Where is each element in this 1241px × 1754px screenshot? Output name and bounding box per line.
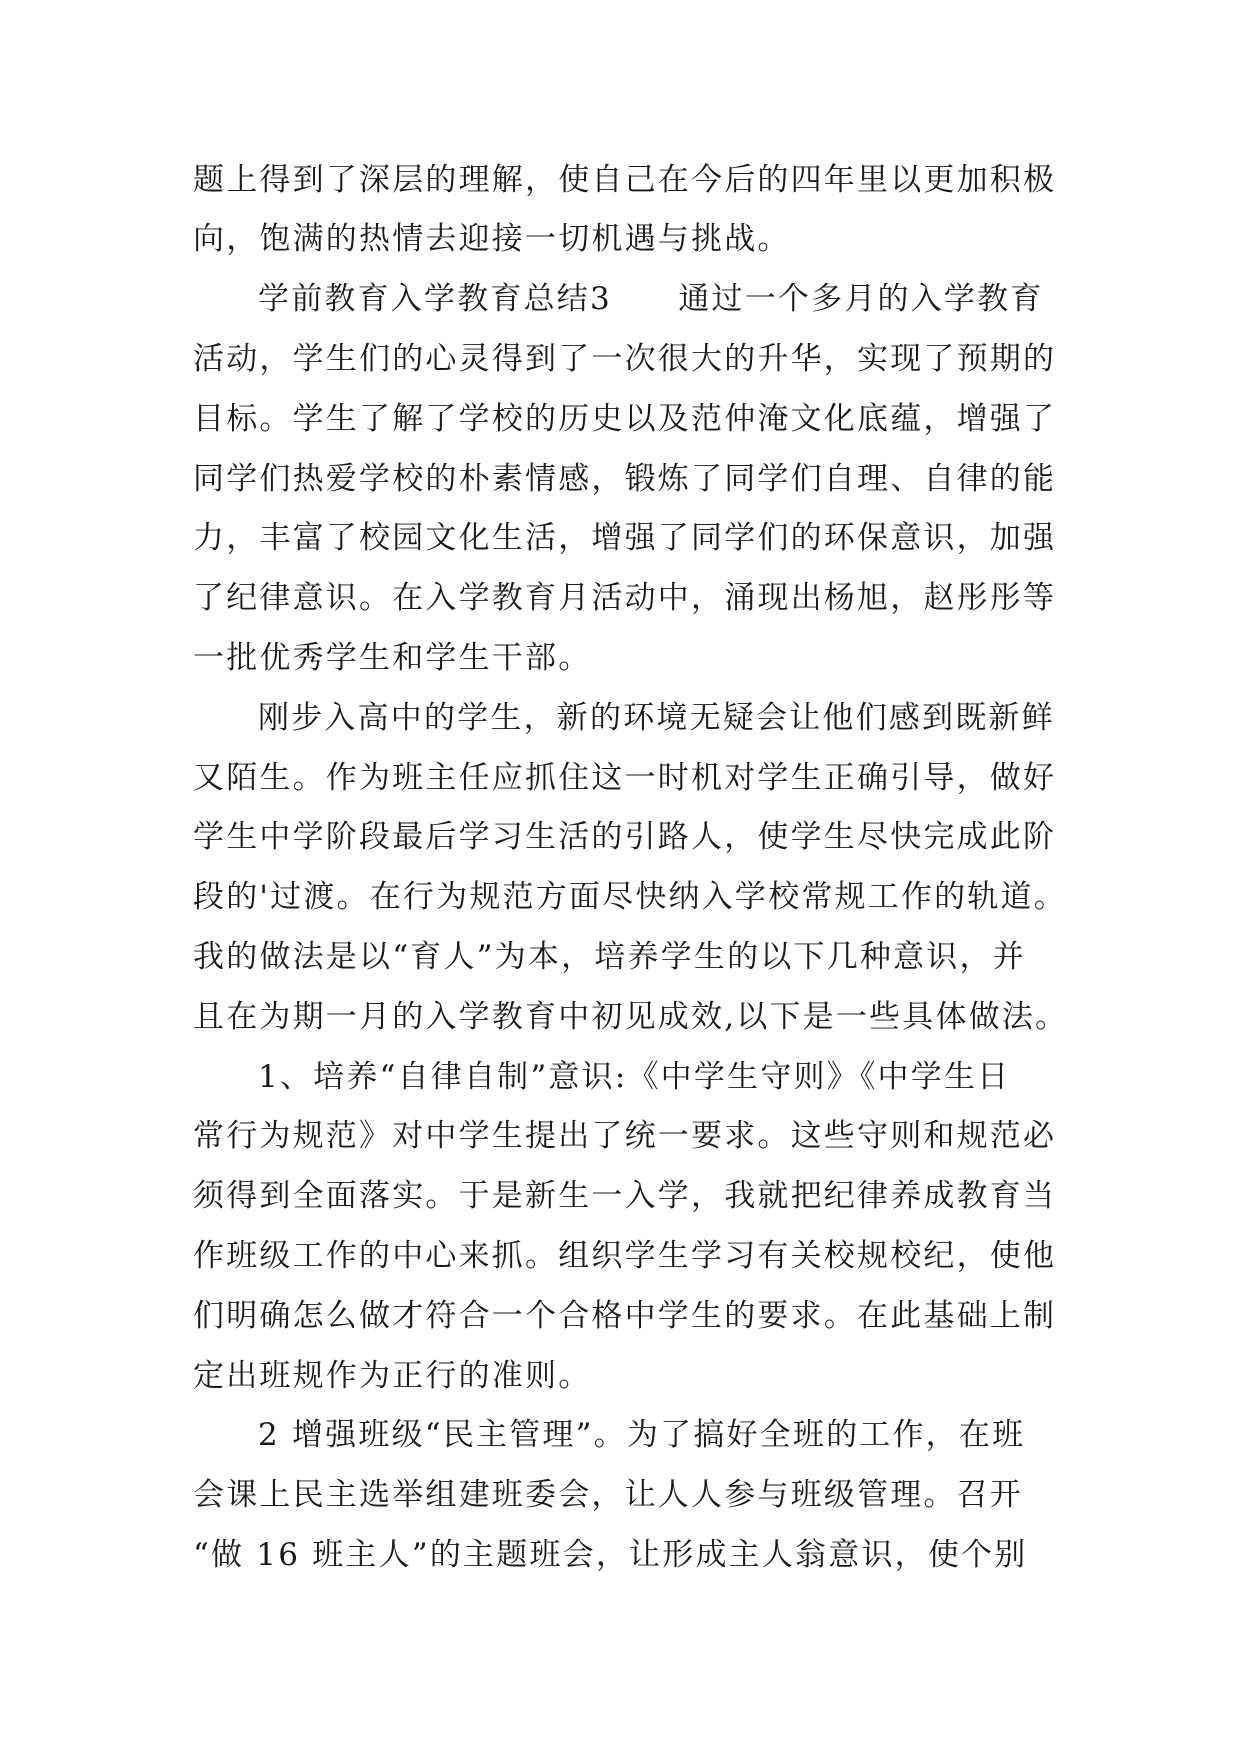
text-line: 我的做法是以“育人”为本，培养学生的以下几种意识，并 — [193, 939, 1026, 975]
text-line: 一批优秀学生和学生干部。 — [193, 640, 592, 676]
text-line: 目标。学生了解了学校的历史以及范仲淹文化底蕴，增强了 — [193, 401, 1057, 437]
text-line: 常行为规范》对中学生提出了统一要求。这些守则和规范必 — [193, 1118, 1057, 1154]
text-line: 段的'过渡。在行为规范方面尽快纳入学校常规工作的轨道。 — [193, 879, 1067, 915]
text-line: 活动，学生们的心灵得到了一次很大的升华，实现了预期的 — [193, 341, 1057, 377]
text-line: 作班级工作的中心来抓。组织学生学习有关校规校纪，使他 — [193, 1238, 1057, 1274]
text-line: 力，丰富了校园文化生活，增强了同学们的环保意识，加强 — [193, 520, 1057, 556]
text-line: 向，饱满的热情去迎接一切机遇与挑战。 — [193, 221, 791, 257]
text-line: 题上得到了深层的理解，使自己在今后的四年里以更加积极 — [193, 162, 1057, 198]
paragraph-first-line: 2 增强班级“民主管理”。为了搞好全班的工作，在班 — [258, 1417, 1026, 1453]
text-line: 同学们热爱学校的朴素情感，锻炼了同学们自理、自律的能 — [193, 461, 1057, 497]
text-line: “做 16 班主人”的主题班会，让形成主人翁意识，使个别 — [193, 1537, 1028, 1573]
text-line: 且在为期一月的入学教育中初见成效,以下是一些具体做法。 — [193, 999, 1069, 1035]
text-line: 会课上民主选举组建班委会，让人人参与班级管理。召开 — [193, 1477, 1023, 1513]
text-line: 学生中学阶段最后学习生活的引路人，使学生尽快完成此阶 — [193, 819, 1057, 855]
paragraph-first-line: 刚步入高中的学生，新的环境无疑会让他们感到既新鲜 — [258, 700, 1055, 736]
text-line: 了纪律意识。在入学教育月活动中，涌现出杨旭，赵彤彤等 — [193, 580, 1057, 616]
text-line: 定出班规作为正行的准则。 — [193, 1358, 592, 1394]
paragraph-heading-line: 学前教育入学教育总结3 通过一个多月的入学教育 — [258, 281, 1044, 317]
text-line: 须得到全面落实。于是新生一入学，我就把纪律养成教育当 — [193, 1178, 1057, 1214]
paragraph-first-line: 1、培养“自律自制”意识:《中学生守则》《中学生日 — [258, 1059, 1011, 1095]
text-line: 们明确怎么做才符合一个合格中学生的要求。在此基础上制 — [193, 1298, 1057, 1334]
text-line: 又陌生。作为班主任应抓住这一时机对学生正确引导，做好 — [193, 760, 1057, 796]
